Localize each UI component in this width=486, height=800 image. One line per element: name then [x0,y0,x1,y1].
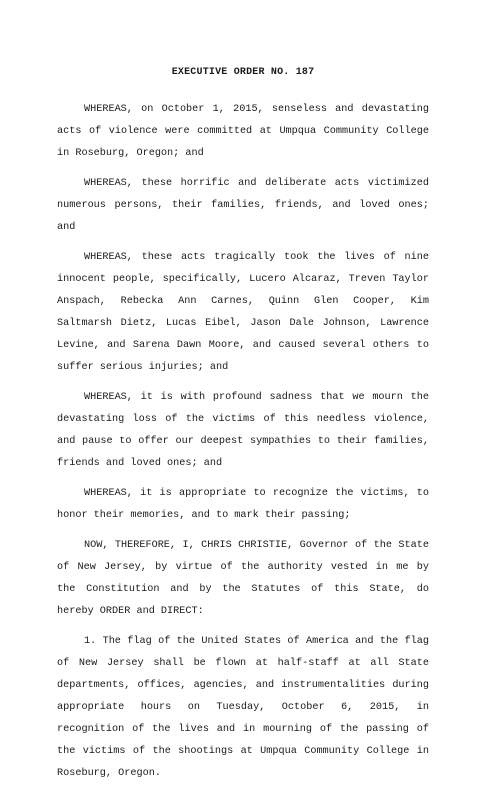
paragraph-order-item-1: 1. The flag of the United States of America and the flag of New Jersey shall be flown at half-staff at all State departments, offices, agencies, and instrumentalities during appropriate hours on Tuesday, October 6, 2015, in recognition of the lives and in mourning of the passing of the victims of the shootings at Umpqua Community College in Roseburg, Oregon. [57,636,429,779]
paragraph-whereas-2: WHEREAS, these horrific and deliberate acts victimized numerous persons, their families, friends, and loved ones; and [57,178,429,233]
paragraph-whereas-1: WHEREAS, on October 1, 2015, senseless and devastating acts of violence were committed at Umpqua Community College in Roseburg, Oregon; and [57,104,429,159]
document-body [57,99,429,793]
paragraph-therefore: NOW, THEREFORE, I, CHRIS CHRISTIE, Governor of the State of New Jersey, by virtue of the authority vested in me by the Constitution and by the Statutes of this State, do hereby ORDER and DIRECT: [57,540,429,617]
paragraph-whereas-4: WHEREAS, it is with profound sadness that we mourn the devastating loss of the victims of this needless violence, and pause to offer our deepest sympathies to their families, friends and loved ones; and [57,392,429,469]
paragraph-whereas-3: WHEREAS, these acts tragically took the lives of nine innocent people, specifically, Lucero Alcaraz, Treven Taylor Anspach, Rebecka Ann Carnes, Quinn Glen Cooper, Kim Saltmarsh Dietz, Lucas Eibel, Jason Dale Johnson, Lawrence Levine, and Sarena Dawn Moore, and caused several others to suffer serious injuries; and [57,252,429,373]
paragraph-whereas-5: WHEREAS, it is appropriate to recognize the victims, to honor their memories, and to mark their passing; [57,488,429,521]
document-title: EXECUTIVE ORDER NO. 187 [171,67,315,78]
